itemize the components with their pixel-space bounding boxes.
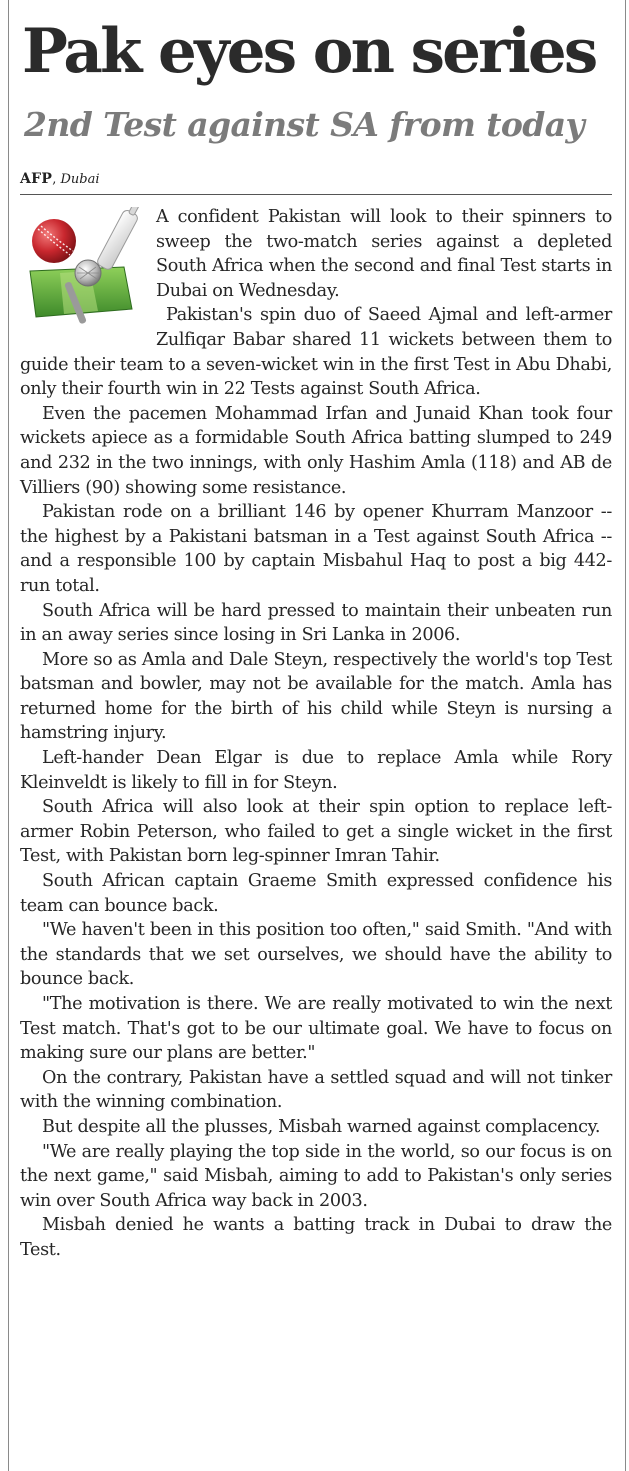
paragraph: South African captain Graeme Smith expressed confidence his team can bounce back. [20,871,612,916]
cricket-bat-shape [96,207,147,271]
headline: Pak eyes on series [22,16,596,87]
paragraph: Pakistan rode on a brilliant 146 by opener Khurram Manzoor -- the highest by a Pakistani batsman in a Test against South Africa -- and a responsible 100 by captain Misbahul Haq to post a big 442-run total. [20,502,612,596]
byline-divider [20,194,612,195]
paragraph: South Africa will also look at their spin option to replace left-armer Robin Peterson, who failed to get a single wicket in the first Test, with Pakistan born leg-spinner Imran Tahir. [20,797,612,867]
article-body [20,205,612,1263]
paragraph: Left-hander Dean Elgar is due to replace Amla while Rory Kleinveldt is likely to fill in for Steyn. [20,748,612,793]
byline-place: Dubai [60,172,100,187]
paragraph: But despite all the plusses, Misbah warned against complacency. [42,1116,601,1137]
paragraph: On the contrary, Pakistan have a settled squad and will not tinker with the winning combination. [20,1067,612,1113]
subheadline: 2nd Test against SA from today [24,105,585,144]
paragraph: A confident Pakistan will look to their spinners to sweep the two-match series against a depleted South Africa when the second and final Test starts in Dubai on Wednesday. [156,207,612,301]
paragraph: "The motivation is there. We are really motivated to win the next Test match. That's got to be our ultimate goal. We have to focus on making sure our plans are better." [20,994,612,1064]
cricket-ball-shape [32,219,76,263]
paragraph: "We haven't been in this position too often," said Smith. "And with the standards that we set ourselves, we should have the ability to bounce back. [20,920,612,990]
byline [20,170,100,189]
byline-separator: , [52,172,61,187]
paragraph: South Africa will be hard pressed to maintain their unbeaten run in an away series since losing in Sri Lanka in 2006. [20,600,612,646]
paragraph: "We are really playing the top side in the world, so our focus is on the next game," said Misbah, aiming to add to Pakistan's only series win over South Africa way back in 2003. [20,1141,612,1211]
cricket-ball-bat-microphone-icon [20,207,148,329]
paragraph: Pakistan's spin duo of Saeed Ajmal and left-armer Zulfiqar Babar shared 11 wickets between them to guide their team to a seven-wicket win in the first Test in Abu Dhabi, only their fourth win in 22 Tests against South Africa. [20,305,612,400]
byline-agency: AFP [20,171,53,187]
paragraph: More so as Amla and Dale Steyn, respectively the world's top Test batsman and bowler, may not be available for the match. Amla has returned home for the birth of his child while Steyn is nursing a hamstring injury. [20,649,612,744]
paragraph: Misbah denied he wants a batting track in Dubai to draw the Test. [20,1215,612,1260]
paragraph: Even the pacemen Mohammad Irfan and Junaid Khan took four wickets apiece as a formidable South Africa batting slumped to 249 and 232 in the two innings, with only Hashim Amla (118) and AB de Villiers (90) showing some resistance. [20,403,612,498]
